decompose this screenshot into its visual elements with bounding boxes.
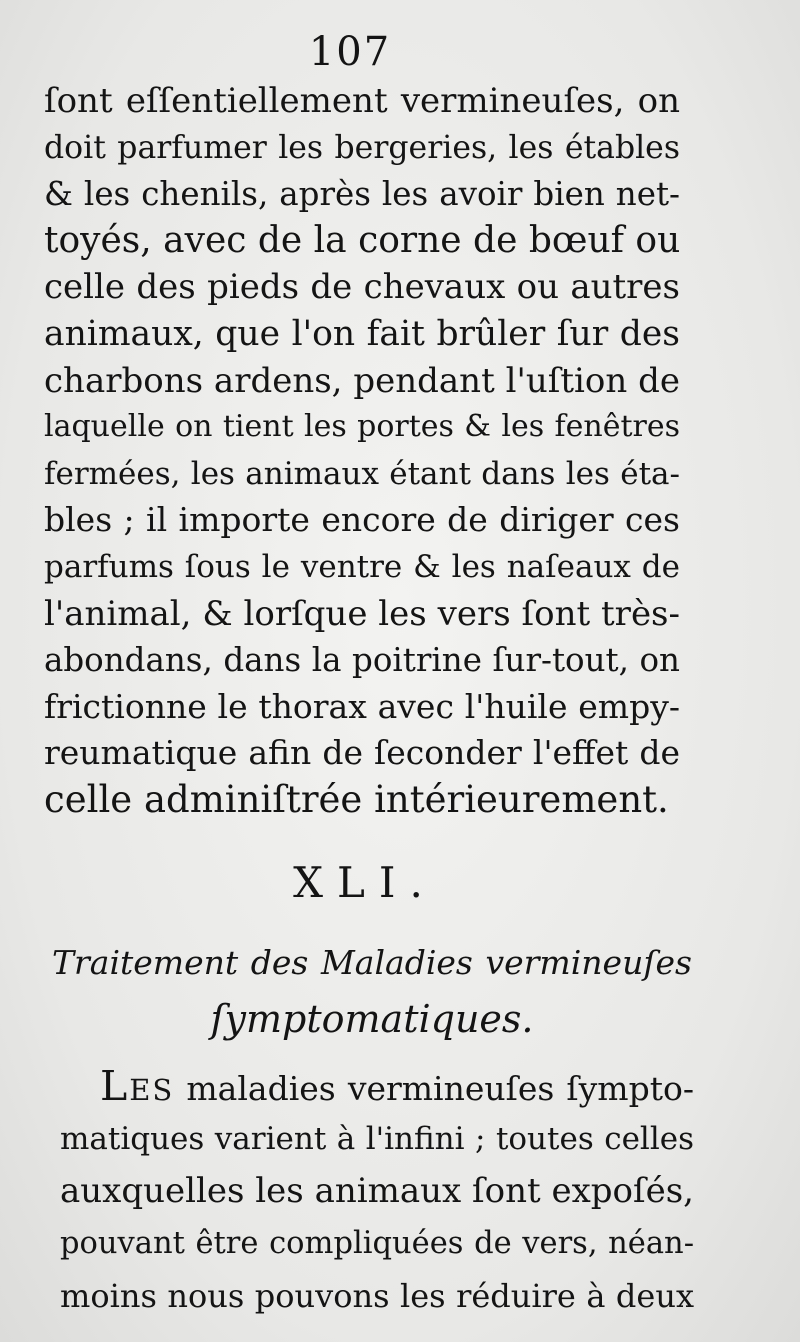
paragraph-continuation (44, 78, 680, 824)
text-line: doit parfumer les bergeries, les étables (44, 129, 680, 166)
text-line: reumatique afin de ſeconder l'effet de (44, 733, 680, 773)
text-line: parfums ſous le ventre & les naſeaux de (44, 548, 680, 585)
section-number: XLI. (293, 858, 437, 907)
text-line: celle des pieds de chevaux ou autres (44, 267, 680, 308)
text-line: ſont eſſentiellement vermineuſes, on (44, 81, 680, 121)
text-line: matiques varient à l'infini ; toutes celles (60, 1120, 694, 1157)
text-line: laquelle on tient les portes & les fenêtres (44, 409, 680, 445)
text-line: pouvant être compliquées de vers, néan- (60, 1225, 694, 1261)
text-line: moins nous pouvons les réduire à deux (60, 1277, 694, 1315)
text-line: & les chenils, après les avoir bien net- (44, 175, 680, 214)
heading-line-1: Traitement des Maladies vermineuſes (52, 943, 692, 982)
paragraph (60, 1060, 694, 1323)
text-line: fermées, les animaux étant dans les éta- (44, 455, 680, 492)
heading-line-2: ſymptomatiques. (210, 997, 534, 1041)
text-line: charbons ardens, pendant l'uſtion de (44, 360, 680, 401)
page-number: 107 (308, 29, 392, 75)
dropcap-word: Les (100, 1062, 175, 1110)
text-line: frictionne le thorax avec l'huile empy- (44, 686, 680, 726)
text-line: abondans, dans la poitrine ſur-tout, on (44, 641, 680, 680)
text-line: toyés, avec de la corne de bœuf ou (44, 219, 681, 261)
text-line (60, 1060, 694, 1113)
text-fragment: maladies vermineuſes ſympto- (186, 1069, 694, 1108)
section-heading (52, 935, 692, 1047)
text-line: animaux, que l'on fait brûler ſur des (44, 313, 680, 354)
text-line: bles ; il importe encore de diriger ces (44, 500, 680, 540)
text-line: l'animal, & lorſque les vers ſont très- (44, 593, 680, 634)
text-line: auxquelles les animaux ſont expoſés, (60, 1171, 694, 1211)
text-line: celle adminiſtrée intérieurement. (44, 777, 669, 821)
